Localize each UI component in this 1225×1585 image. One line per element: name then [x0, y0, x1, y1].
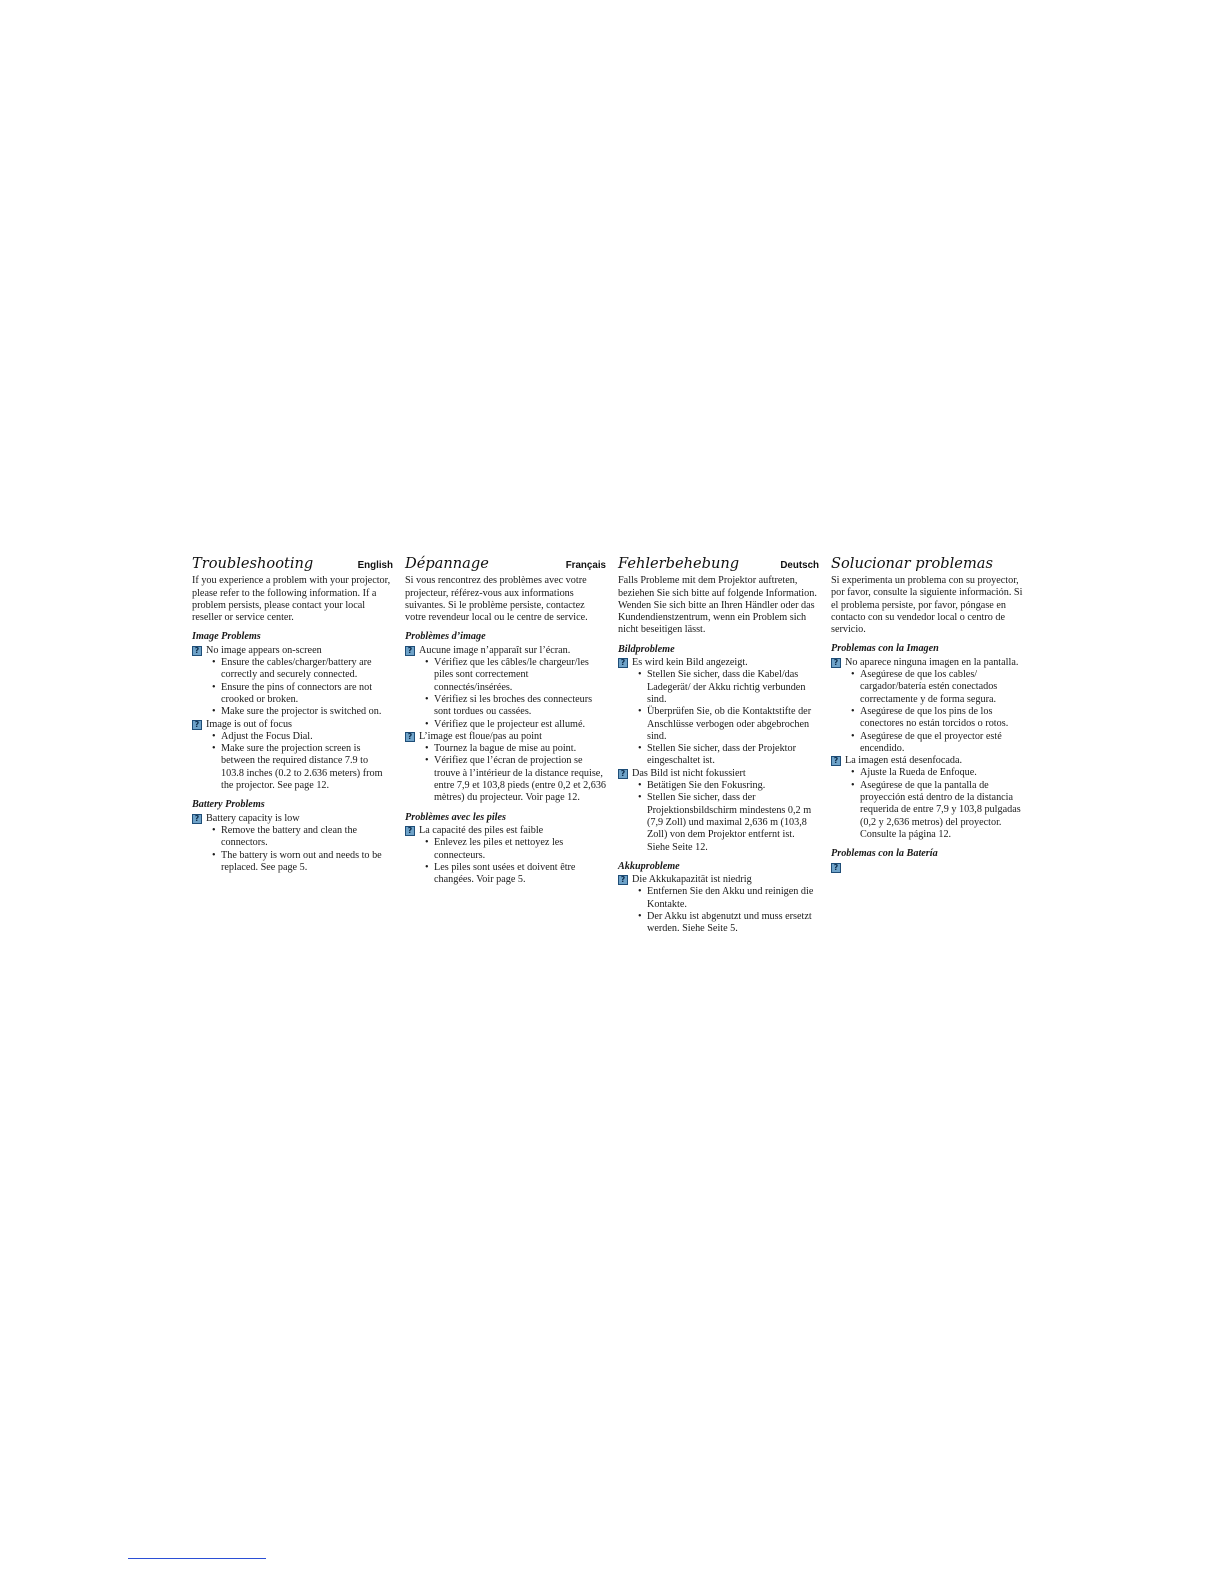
solution-item: • Vérifiez que les câbles/le chargeur/les piles sont correctement connectés/insérées. — [425, 657, 606, 694]
problem-item — [192, 645, 393, 657]
language-label: English — [357, 560, 393, 571]
problem-text: No image appears on-screen — [206, 644, 322, 656]
problem-text: Es wird kein Bild angezeigt. — [632, 657, 748, 669]
solution-list — [638, 780, 819, 854]
solution-list — [425, 657, 606, 731]
column-title: Dépannage — [405, 555, 489, 572]
section-battery-problems — [405, 812, 606, 887]
question-icon: ? — [192, 646, 202, 656]
question-icon: ? — [618, 769, 628, 779]
solution-item: • Entfernen Sie den Akku und reinigen die Kontakte. — [638, 886, 819, 911]
problem-item — [192, 719, 393, 731]
column-spanish — [831, 555, 1032, 943]
problem-item — [831, 755, 1032, 767]
solution-item: • Asegúrese de que los pins de los conectores no están torcidos o rotos. — [851, 706, 1032, 731]
problem-item — [405, 731, 606, 743]
solution-list — [425, 743, 606, 804]
problem-text: Das Bild ist nicht fokussiert — [632, 767, 746, 779]
column-header — [618, 555, 819, 572]
language-label: Français — [565, 560, 606, 571]
section-heading: Problèmes avec les piles — [405, 811, 506, 823]
column-header — [405, 555, 606, 572]
column-title: Solucionar problemas — [831, 555, 993, 572]
solution-item: • Vérifiez que le projecteur est allumé. — [425, 719, 606, 731]
solution-item: • Stellen Sie sicher, dass die Kabel/das Ladegerät/ der Akku richtig verbunden sind. — [638, 669, 819, 706]
solution-item: • Vérifiez si les broches des connecteurs sont tordues ou cassées. — [425, 694, 606, 719]
solution-item: • Remove the battery and clean the connectors. — [212, 825, 393, 850]
solution-item: • Ajuste la Rueda de Enfoque. — [851, 767, 1032, 779]
solution-item: • Asegúrese de que la pantalla de proyección está dentro de la distancia requerida de entre 7,9 y 103,8 pulgadas (0,2 y 2,636 metros) del proyector. Consulte la página 12. — [851, 780, 1032, 841]
solution-item: • Asegúrese de que el proyector esté encendido. — [851, 731, 1032, 756]
question-icon: ? — [405, 826, 415, 836]
question-icon: ? — [618, 875, 628, 885]
solution-list — [212, 825, 393, 874]
section-heading: Problemas con la Batería — [831, 848, 938, 860]
solution-item: • Ensure the pins of connectors are not crooked or broken. — [212, 682, 393, 707]
question-icon: ? — [831, 756, 841, 766]
solution-list — [212, 731, 393, 792]
solution-item: • Tournez la bague de mise au point. — [425, 743, 606, 755]
solution-item: • Les piles sont usées et doivent être changées. Voir page 5. — [425, 862, 606, 887]
manual-columns — [192, 555, 1032, 943]
section-heading: Image Problems — [192, 631, 261, 643]
solution-list — [851, 669, 1032, 755]
intro-text: Si experimenta un problema con su proyector, por favor, consulte la siguiente información. Si el problema persiste, por favor, póngase en contacto con su vendedor local o centro de servicio. — [831, 575, 1023, 636]
problem-item — [405, 825, 606, 837]
column-french — [405, 555, 606, 943]
problem-text: Die Akkukapazität ist niedrig — [632, 874, 752, 886]
solution-item: • Adjust the Focus Dial. — [212, 731, 393, 743]
intro-text: Si vous rencontrez des problèmes avec votre projecteur, référez-vous aux informations suivantes. Si le problème persiste, contactez votre revendeur local ou le centre de service. — [405, 575, 588, 624]
solution-item: • Vérifiez que l’écran de projection se trouve à l’intérieur de la distance requise, entre 7,9 et 103,8 pieds (entre 0,2 et 2,636 mètres) du projecteur. Voir page 12. — [425, 755, 606, 804]
problem-item — [192, 813, 393, 825]
intro-text: If you experience a problem with your projector, please refer to the following information. If a problem persists, please contact your local reseller or service center. — [192, 575, 391, 624]
section-heading: Bildprobleme — [618, 643, 675, 655]
problem-text: Aucune image n’apparaît sur l’écran. — [419, 644, 571, 656]
solution-item: • Der Akku ist abgenutzt und muss ersetzt werden. Siehe Seite 5. — [638, 911, 819, 936]
solution-list — [425, 837, 606, 886]
problem-text: No aparece ninguna imagen en la pantalla. — [845, 656, 1019, 668]
solution-list — [638, 886, 819, 935]
question-icon: ? — [405, 646, 415, 656]
solution-item: • Stellen Sie sicher, dass der Projektor eingeschaltet ist. — [638, 743, 819, 768]
problem-text: La imagen está desenfocada. — [845, 755, 963, 767]
question-icon: ? — [192, 720, 202, 730]
column-title: Troubleshooting — [192, 555, 314, 572]
question-icon: ? — [192, 814, 202, 824]
solution-item: • Make sure the projection screen is between the required distance 7.9 to 103.8 inches (0.2 to 2.636 meters) from the projector. See page 12. — [212, 743, 393, 792]
solution-item: • Stellen Sie sicher, dass der Projektionsbildschirm mindestens 0,2 m (7,9 Zoll) und maximal 2,636 m (103,8 Zoll) von dem Projektor entfernt ist. Siehe Seite 12. — [638, 792, 819, 853]
problem-item — [405, 645, 606, 657]
section-heading: Problèmes d’image — [405, 631, 486, 643]
section-image-problems — [192, 631, 393, 792]
section-image-problems — [618, 644, 819, 854]
question-icon: ? — [618, 658, 628, 668]
problem-text: Battery capacity is low — [206, 812, 300, 824]
problem-item — [831, 657, 1032, 669]
solution-item: • The battery is worn out and needs to be replaced. See page 5. — [212, 850, 393, 875]
problem-item — [831, 862, 1032, 873]
problem-text: Image is out of focus — [206, 718, 293, 730]
solution-list — [212, 657, 393, 718]
language-label: Deutsch — [780, 560, 819, 571]
section-image-problems — [831, 643, 1032, 841]
solution-item: • Ensure the cables/charger/battery are correctly and securely connected. — [212, 657, 393, 682]
solution-list — [638, 669, 819, 767]
section-heading: Problemas con la Imagen — [831, 643, 939, 655]
column-german — [618, 555, 819, 943]
intro-text: Falls Probleme mit dem Projektor auftreten, beziehen Sie sich bitte auf folgende Information. Wenden Sie sich bitte an Ihren Händler oder das Kundendienstzentrum, wenn ein Problem sich nicht beseitigen lässt. — [618, 575, 817, 636]
column-header — [831, 555, 1032, 572]
section-image-problems — [405, 631, 606, 804]
problem-text: L’image est floue/pas au point — [419, 730, 542, 742]
question-icon: ? — [831, 658, 841, 668]
section-battery-problems — [831, 848, 1032, 872]
section-battery-problems — [192, 799, 393, 874]
section-heading: Akkuprobleme — [618, 860, 680, 872]
solution-item: • Asegúrese de que los cables/ cargador/batería estén conectados correctamente y de forma segura. — [851, 669, 1032, 706]
column-title: Fehlerbehebung — [618, 555, 740, 572]
section-battery-problems — [618, 861, 819, 936]
solution-item: • Enlevez les piles et nettoyez les connecteurs. — [425, 837, 606, 862]
problem-item — [618, 657, 819, 669]
problem-text: La capacité des piles est faible — [419, 824, 544, 836]
footer-rule — [128, 1558, 266, 1559]
solution-item: • Make sure the projector is switched on. — [212, 706, 393, 718]
column-english — [192, 555, 393, 943]
solution-item: • Betätigen Sie den Fokusring. — [638, 780, 819, 792]
section-heading: Battery Problems — [192, 799, 265, 811]
solution-list — [851, 767, 1032, 841]
question-icon: ? — [831, 863, 841, 873]
solution-item: • Überprüfen Sie, ob die Kontaktstifte der Anschlüsse verbogen oder abgebrochen sind. — [638, 706, 819, 743]
problem-item — [618, 874, 819, 886]
column-header — [192, 555, 393, 572]
problem-item — [618, 768, 819, 780]
question-icon: ? — [405, 732, 415, 742]
